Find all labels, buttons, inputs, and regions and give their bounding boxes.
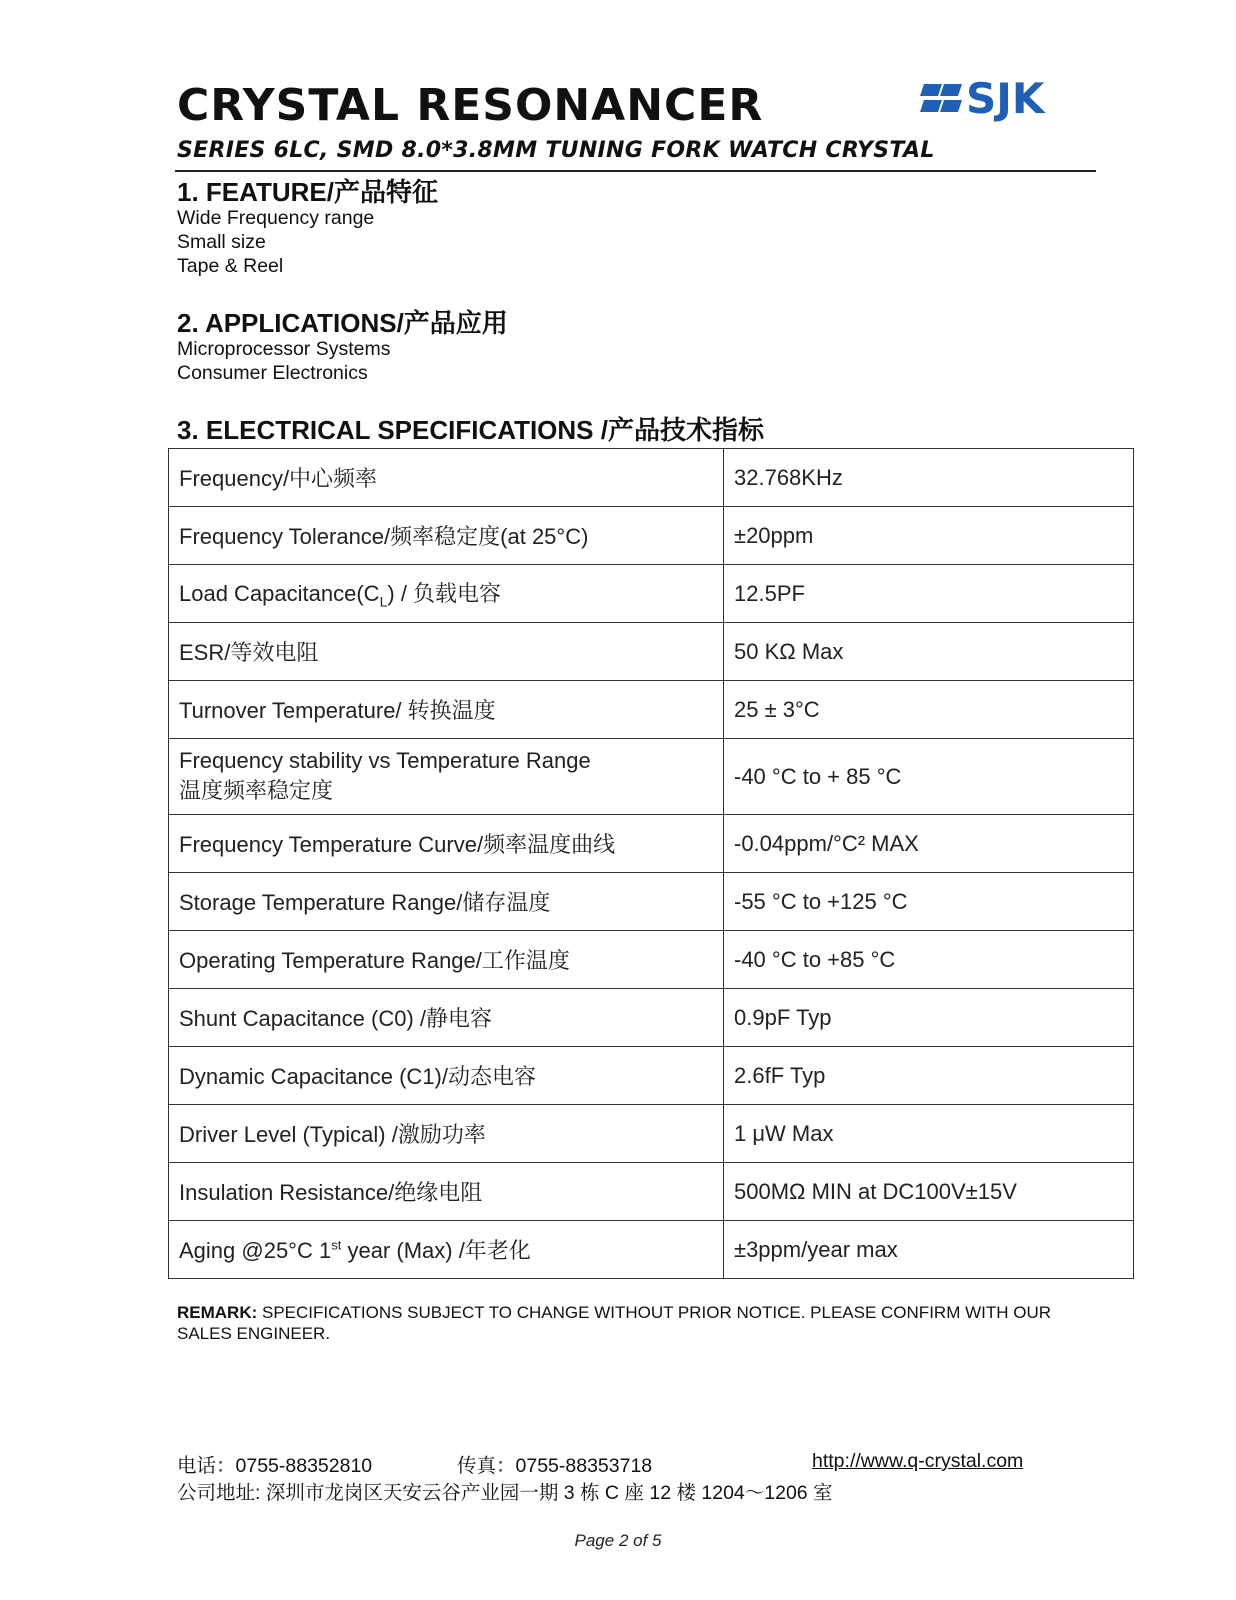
spec-value: -0.04ppm/°C² MAX <box>724 815 1134 873</box>
spec-value: 0.9pF Typ <box>724 989 1134 1047</box>
table-row <box>169 989 1134 1047</box>
spec-label: Frequency/中心频率 <box>169 449 724 507</box>
document-title: CRYSTAL RESONANCER <box>177 80 764 131</box>
remark-text: SPECIFICATIONS SUBJECT TO CHANGE WITHOUT PRIOR NOTICE. PLEASE CONFIRM WITH OUR SALES ENGINEER. <box>177 1303 1052 1343</box>
footer-fax: 传真：0755-88353718 <box>457 1455 653 1477</box>
remark <box>177 1302 1077 1344</box>
applications-heading: 2. APPLICATIONS/产品应用 <box>177 308 508 338</box>
spec-label: Operating Temperature Range/工作温度 <box>169 931 724 989</box>
footer-phone: 电话：0755-88352810 <box>177 1455 373 1477</box>
table-row <box>169 739 1134 815</box>
feature-list <box>177 206 374 278</box>
table-row <box>169 873 1134 931</box>
table-row <box>169 815 1134 873</box>
table-row <box>169 1163 1134 1221</box>
list-item: Consumer Electronics <box>177 362 368 384</box>
table-row <box>169 1047 1134 1105</box>
sjk-logo <box>920 74 1090 124</box>
spec-label: Turnover Temperature/ 转换温度 <box>169 681 724 739</box>
list-item: Microprocessor Systems <box>177 338 391 360</box>
spec-label: Load $Capacitance(C_L)$ / 负载电容 <box>169 565 724 623</box>
table-row <box>169 565 1134 623</box>
remark-label: REMARK: <box>177 1303 258 1322</box>
spec-value: -40 °C to +85 °C <box>724 931 1134 989</box>
spec-value: 12.5PF <box>724 565 1134 623</box>
spec-value: -55 °C to +125 °C <box>724 873 1134 931</box>
table-row <box>169 1221 1134 1279</box>
spec-label: Frequency stability vs Temperature Range 温度频率稳定度 <box>169 739 724 815</box>
list-item: Small size <box>177 231 266 253</box>
spec-value: 32.768KHz <box>724 449 1134 507</box>
spec-value: 1 μW Max <box>724 1105 1134 1163</box>
spec-value: -40 °C to + 85 °C <box>724 739 1134 815</box>
page-number: Page 2 of 5 <box>574 1531 662 1550</box>
logo-text: SJK <box>966 74 1045 123</box>
spec-label: Storage Temperature Range/储存温度 <box>169 873 724 931</box>
electrical-heading: 3. ELECTRICAL SPECIFICATIONS /产品技术指标 <box>177 415 764 445</box>
list-item: Tape & Reel <box>177 255 284 277</box>
spec-label: Frequency Temperature Curve/频率温度曲线 <box>169 815 724 873</box>
list-item: Wide Frequency range <box>177 207 375 229</box>
spec-label: ESR/等效电阻 <box>169 623 724 681</box>
spec-label: Dynamic Capacitance (C1)/动态电容 <box>169 1047 724 1105</box>
table-row <box>169 681 1134 739</box>
spec-label: Frequency Tolerance/频率稳定度(at 25°C) <box>169 507 724 565</box>
feature-heading: 1. FEATURE/产品特征 <box>177 177 438 207</box>
spec-label: Insulation Resistance/绝缘电阻 <box>169 1163 724 1221</box>
spec-label: Aging @25°C 1st year (Max) /年老化 <box>169 1221 724 1279</box>
spec-value: 50 KΩ Max <box>724 623 1134 681</box>
document-subtitle: SERIES 6LC, SMD 8.0*3.8MM TUNING FORK WATCH CRYSTAL <box>177 138 935 163</box>
footer-address: 公司地址: 深圳市龙岗区天安云谷产业园一期 3 栋 C 座 12 楼 1204～1206 室 <box>177 1482 833 1504</box>
spec-value: ±3ppm/year max <box>724 1221 1134 1279</box>
applications-list <box>177 337 390 385</box>
spec-value: 2.6fF Typ <box>724 1047 1134 1105</box>
spec-value: 25 ± 3°C <box>724 681 1134 739</box>
spec-table <box>168 448 1134 1279</box>
table-row <box>169 1105 1134 1163</box>
footer-url[interactable] <box>812 1450 1023 1473</box>
table-row <box>169 931 1134 989</box>
spec-value: ±20ppm <box>724 507 1134 565</box>
table-row <box>169 449 1134 507</box>
website-link[interactable]: http://www.q-crystal.com <box>812 1450 1024 1472</box>
spec-label: Driver Level (Typical) /激励功率 <box>169 1105 724 1163</box>
table-row <box>169 507 1134 565</box>
table-row <box>169 623 1134 681</box>
spec-label: Shunt Capacitance (C0) /静电容 <box>169 989 724 1047</box>
spec-value: 500MΩ MIN at DC100V±15V <box>724 1163 1134 1221</box>
